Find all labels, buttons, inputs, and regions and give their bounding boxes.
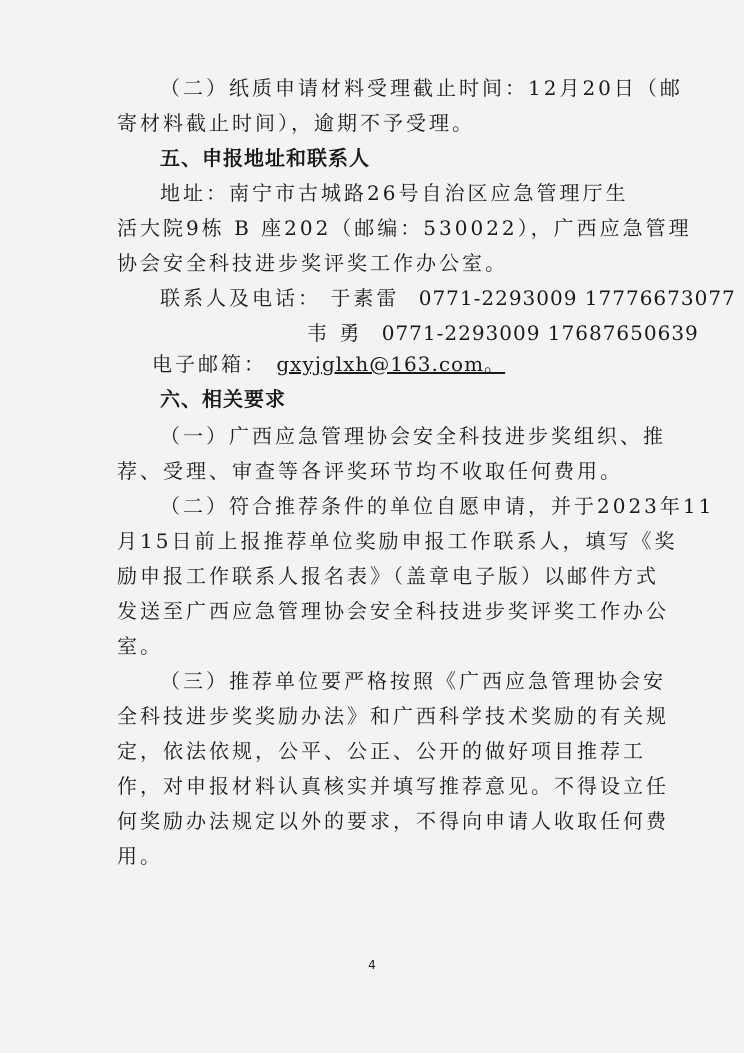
paper-deadline-line-1: （二）纸质申请材料受理截止时间：12月20日（邮 xyxy=(160,76,683,100)
paper-deadline-line-2: 寄材料截止时间），逾期不予受理。 xyxy=(117,111,475,135)
item-2-line-5: 室。 xyxy=(117,634,163,658)
item-3-line-3: 定，依法依规，公平、公正、公开的做好项目推荐工 xyxy=(117,739,646,763)
item-2-line-4: 发送至广西应急管理协会安全科技进步奖评奖工作办公 xyxy=(117,599,669,623)
contact-1-name: 于素雷 xyxy=(330,286,400,310)
address-line-2: 活大院9栋 B 座202（邮编：530022），广西应急管理 xyxy=(117,216,692,240)
contact-1-phones: 0771-2293009 17776673077 xyxy=(418,286,736,310)
item-3-line-4: 作，对申报材料认真核实并填写推荐意见。不得设立任 xyxy=(117,774,669,798)
item-1-line-2: 荐、受理、审查等各评奖环节均不收取任何费用。 xyxy=(117,459,623,483)
page-number: 4 xyxy=(368,958,376,972)
email-link[interactable]: gxyjglxh@163.com。 xyxy=(276,352,506,376)
item-2-line-2: 月15日前上报推荐单位奖励申报工作联系人，填写《奖 xyxy=(117,529,678,553)
address-line-3: 协会安全科技进步奖评奖工作办公室。 xyxy=(117,251,508,275)
email-label: 电子邮箱： xyxy=(152,352,267,376)
item-3-line-2: 全科技进步奖奖励办法》和广西科学技术奖励的有关规 xyxy=(117,704,669,728)
item-3-line-1: （三）推荐单位要严格按照《广西应急管理协会安 xyxy=(160,669,666,693)
section-six-heading: 六、相关要求 xyxy=(160,387,286,411)
section-five-heading: 五、申报地址和联系人 xyxy=(160,146,370,170)
contact-2-phones: 0771-2293009 17687650639 xyxy=(381,321,699,345)
item-1-line-1: （一）广西应急管理协会安全科技进步奖组织、推 xyxy=(160,424,666,448)
item-3-line-6: 用。 xyxy=(117,844,163,868)
item-3-line-5: 何奖励办法规定以外的要求，不得向申请人收取任何费 xyxy=(117,809,669,833)
contacts-row-2 xyxy=(307,321,699,345)
item-2-line-1: （二）符合推荐条件的单位自愿申请，并于2023年11 xyxy=(160,494,715,518)
contacts-label: 联系人及电话： xyxy=(160,286,321,310)
contacts-row-1 xyxy=(160,286,736,310)
contact-2-name: 韦 勇 xyxy=(307,321,363,345)
email-row xyxy=(152,352,505,376)
address-line-1: 地址：南宁市古城路26号自治区应急管理厅生 xyxy=(160,181,629,205)
item-2-line-3: 励申报工作联系人报名表》（盖章电子版）以邮件方式 xyxy=(117,564,659,588)
